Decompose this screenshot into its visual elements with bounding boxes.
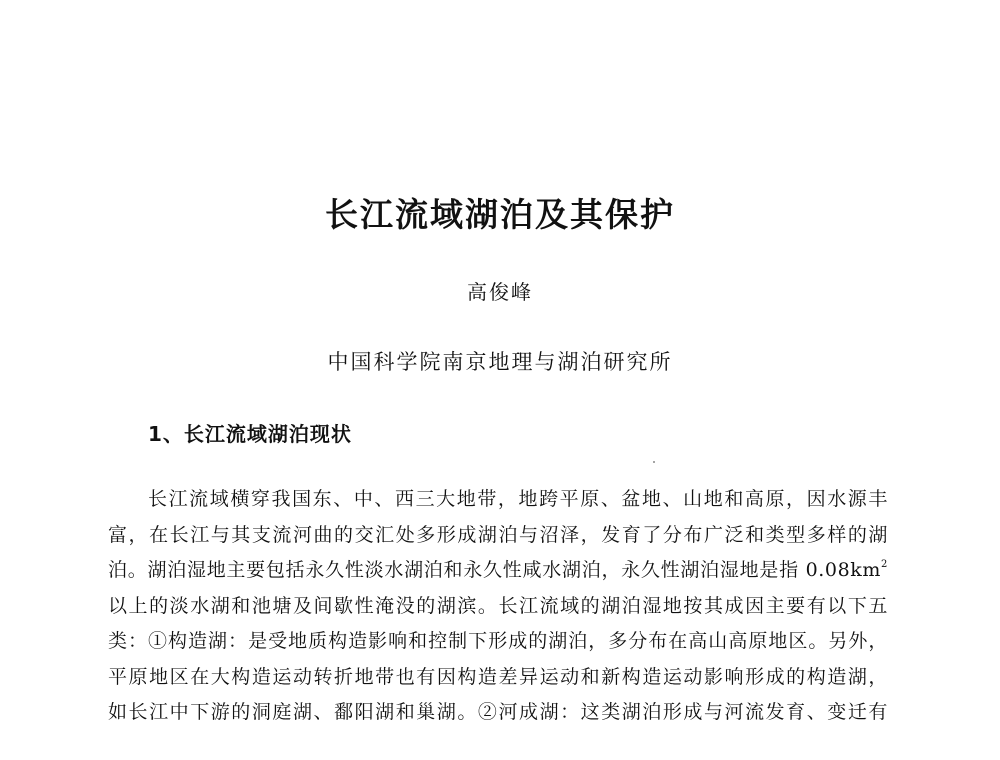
unit-superscript: 2: [881, 559, 888, 570]
scan-speck: [653, 461, 655, 463]
body-line-with-unit: [108, 553, 888, 589]
author-affiliation: 中国科学院南京地理与湖泊研究所: [327, 350, 673, 374]
body-line-text: 泊。湖泊湿地主要包括永久性淡水湖泊和永久性咸水湖泊，永久性湖泊湿地是指 0.08km: [108, 559, 882, 581]
body-line: 类：①构造湖：是受地质构造影响和控制下形成的湖泊，多分布在高山高原地区。另外，: [108, 630, 888, 652]
paper-title: 长江流域湖泊及其保护: [325, 195, 675, 234]
body-line: 长江流域横穿我国东、中、西三大地带，地跨平原、盆地、山地和高原，因水源丰: [148, 488, 888, 510]
body-line: 平原地区在大构造运动转折地带也有因构造差异运动和新构造运动影响形成的构造湖，: [108, 665, 888, 688]
body-line: 如长江中下游的洞庭湖、鄱阳湖和巢湖。②河成湖：这类湖泊形成与河流发育、变迁有: [108, 701, 888, 723]
section-heading: 1、长江流域湖泊现状: [148, 422, 352, 446]
body-line: 富，在长江与其支流河曲的交汇处多形成湖泊与沼泽，发育了分布广泛和类型多样的湖: [108, 523, 888, 546]
author-name: 高俊峰: [467, 280, 533, 304]
body-paragraph: [108, 482, 888, 731]
body-line: 以上的淡水湖和池塘及间歇性淹没的湖滨。长江流域的湖泊湿地按其成因主要有以下五: [108, 594, 888, 617]
